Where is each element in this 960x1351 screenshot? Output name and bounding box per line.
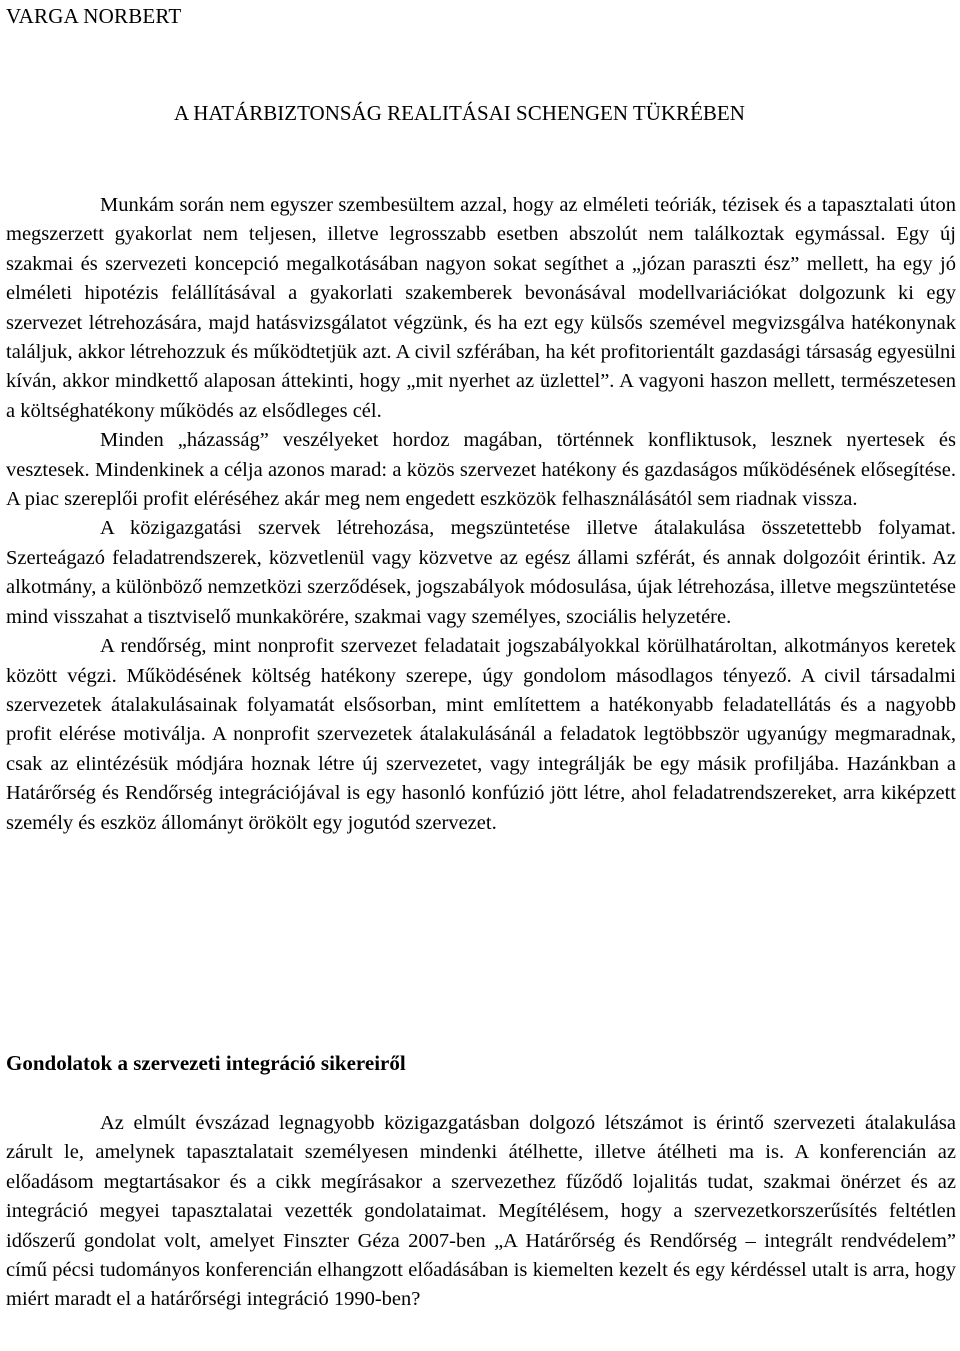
body-text <box>6 191 956 838</box>
paragraph: Minden „házasság” veszélyeket hordoz magában, történnek konfliktusok, lesznek nyertesek és vesztesek. Mindenkinek a célja azonos marad: a közös szervezet hatékony és gazdaságos működésének elősegítése. A piac szereplői profit eléréséhez akár meg nem engedett eszközök felhasználásától sem riadnak vissza. <box>6 429 956 511</box>
paragraph: A közigazgatási szervek létrehozása, megszüntetése illetve átalakulása összetettebb folyamat. Szerteágazó feladatrendszerek, közvetlenül vagy közvetve az egész állami szférát, és annak dolgozóit érintik. Az alkotmány, a különböző nemzetközi szerződések, jogszabályok módosulása, újak létrehozása, illetve megszüntetése mind visszahat a tisztviselő munkakörére, szakmai vagy személyes, szociális helyzetére. <box>6 517 956 628</box>
paragraph: Az elmúlt évszázad legnagyobb közigazgatásban dolgozó létszámot is érintő szervezeti átalakulása zárult le, amelynek tapasztalatait személyesen mindenki átélhette, illetve átélheti ma is. A konferencián az előadásom megtartásakor és a cikk megírásakor a szervezethez fűződő lojalitás tudat, szakmai önérzet és az integráció megyei tapasztalatai vezették gondolataimat. Megítélésem, hogy a szervezetkorszerűsítés feltétlen időszerű gondolat volt, amelyet Finszter Géza 2007-ben „A Határőrség és Rendőrség – integrált rendvédelem” című pécsi tudományos konferencián elhangzott előadásában is kiemelten kezelt és egy kérdéssel utalt is arra, hogy miért maradt el a határőrségi integráció 1990-ben? <box>6 1112 956 1311</box>
paragraph: Munkám során nem egyszer szembesültem azzal, hogy az elméleti teóriák, tézisek és a tapasztalati úton megszerzett gyakorlat nem teljesen, illetve legrosszabb esetben abszolút nem találkoztak egymással. Egy új szakmai és szervezeti koncepció megalkotásában nagyon sokat segíthet a „józan paraszti ész” mellett, ha egy jó elméleti hipotézis felállításával a gyakorlati szakemberek bevonásával modellvariációkat dolgozunk ki egy szervezet létrehozására, majd hatásvizsgálatot végzünk, és ha ezt egy külsős szemével megvizsgálva hatékonynak találjuk, akkor létrehozzuk és működtetjük azt. A civil szférában, ha két profitorientált gazdasági társaság egyesülni kíván, akkor mindkettő alaposan áttekinti, hogy „mit nyerhet az üzlettel”. A vagyoni haszon mellett, természetesen a költséghatékony működés az elsődleges cél. <box>6 194 956 422</box>
section-heading: Gondolatok a szervezeti integráció sikereiről <box>6 1051 406 1075</box>
author-name: VARGA NORBERT <box>6 4 182 28</box>
paragraph: A rendőrség, mint nonprofit szervezet feladatait jogszabályokkal körülhatároltan, alkotmányos keretek között végzi. Működésének költség hatékony szerepe, úgy gondolom másodlagos tényező. A civil társadalmi szervezetek átalakulásainak folyamatát elsősorban, mint említettem a hatékonyabb feladatellátás és a nagyobb profit elérése motiválja. A nonprofit szervezetek átalakulásánál a feladatok legtöbbször ugyanúgy megmaradnak, csak az elintézésük módjára hoznak létre új szervezetet, vagy integrálják be egy másik profiljába. Hazánkban a Határőrség és Rendőrség integrációjával is egy hasonló konfúzió jött létre, ahol feladatrendszereket, arra kiképzett személy és eszköz állományt örökölt egy jogutód szervezet. <box>6 635 956 834</box>
section-body-text <box>6 1109 956 1315</box>
document-title: A HATÁRBIZTONSÁG REALITÁSAI SCHENGEN TÜKRÉBEN <box>174 101 745 125</box>
